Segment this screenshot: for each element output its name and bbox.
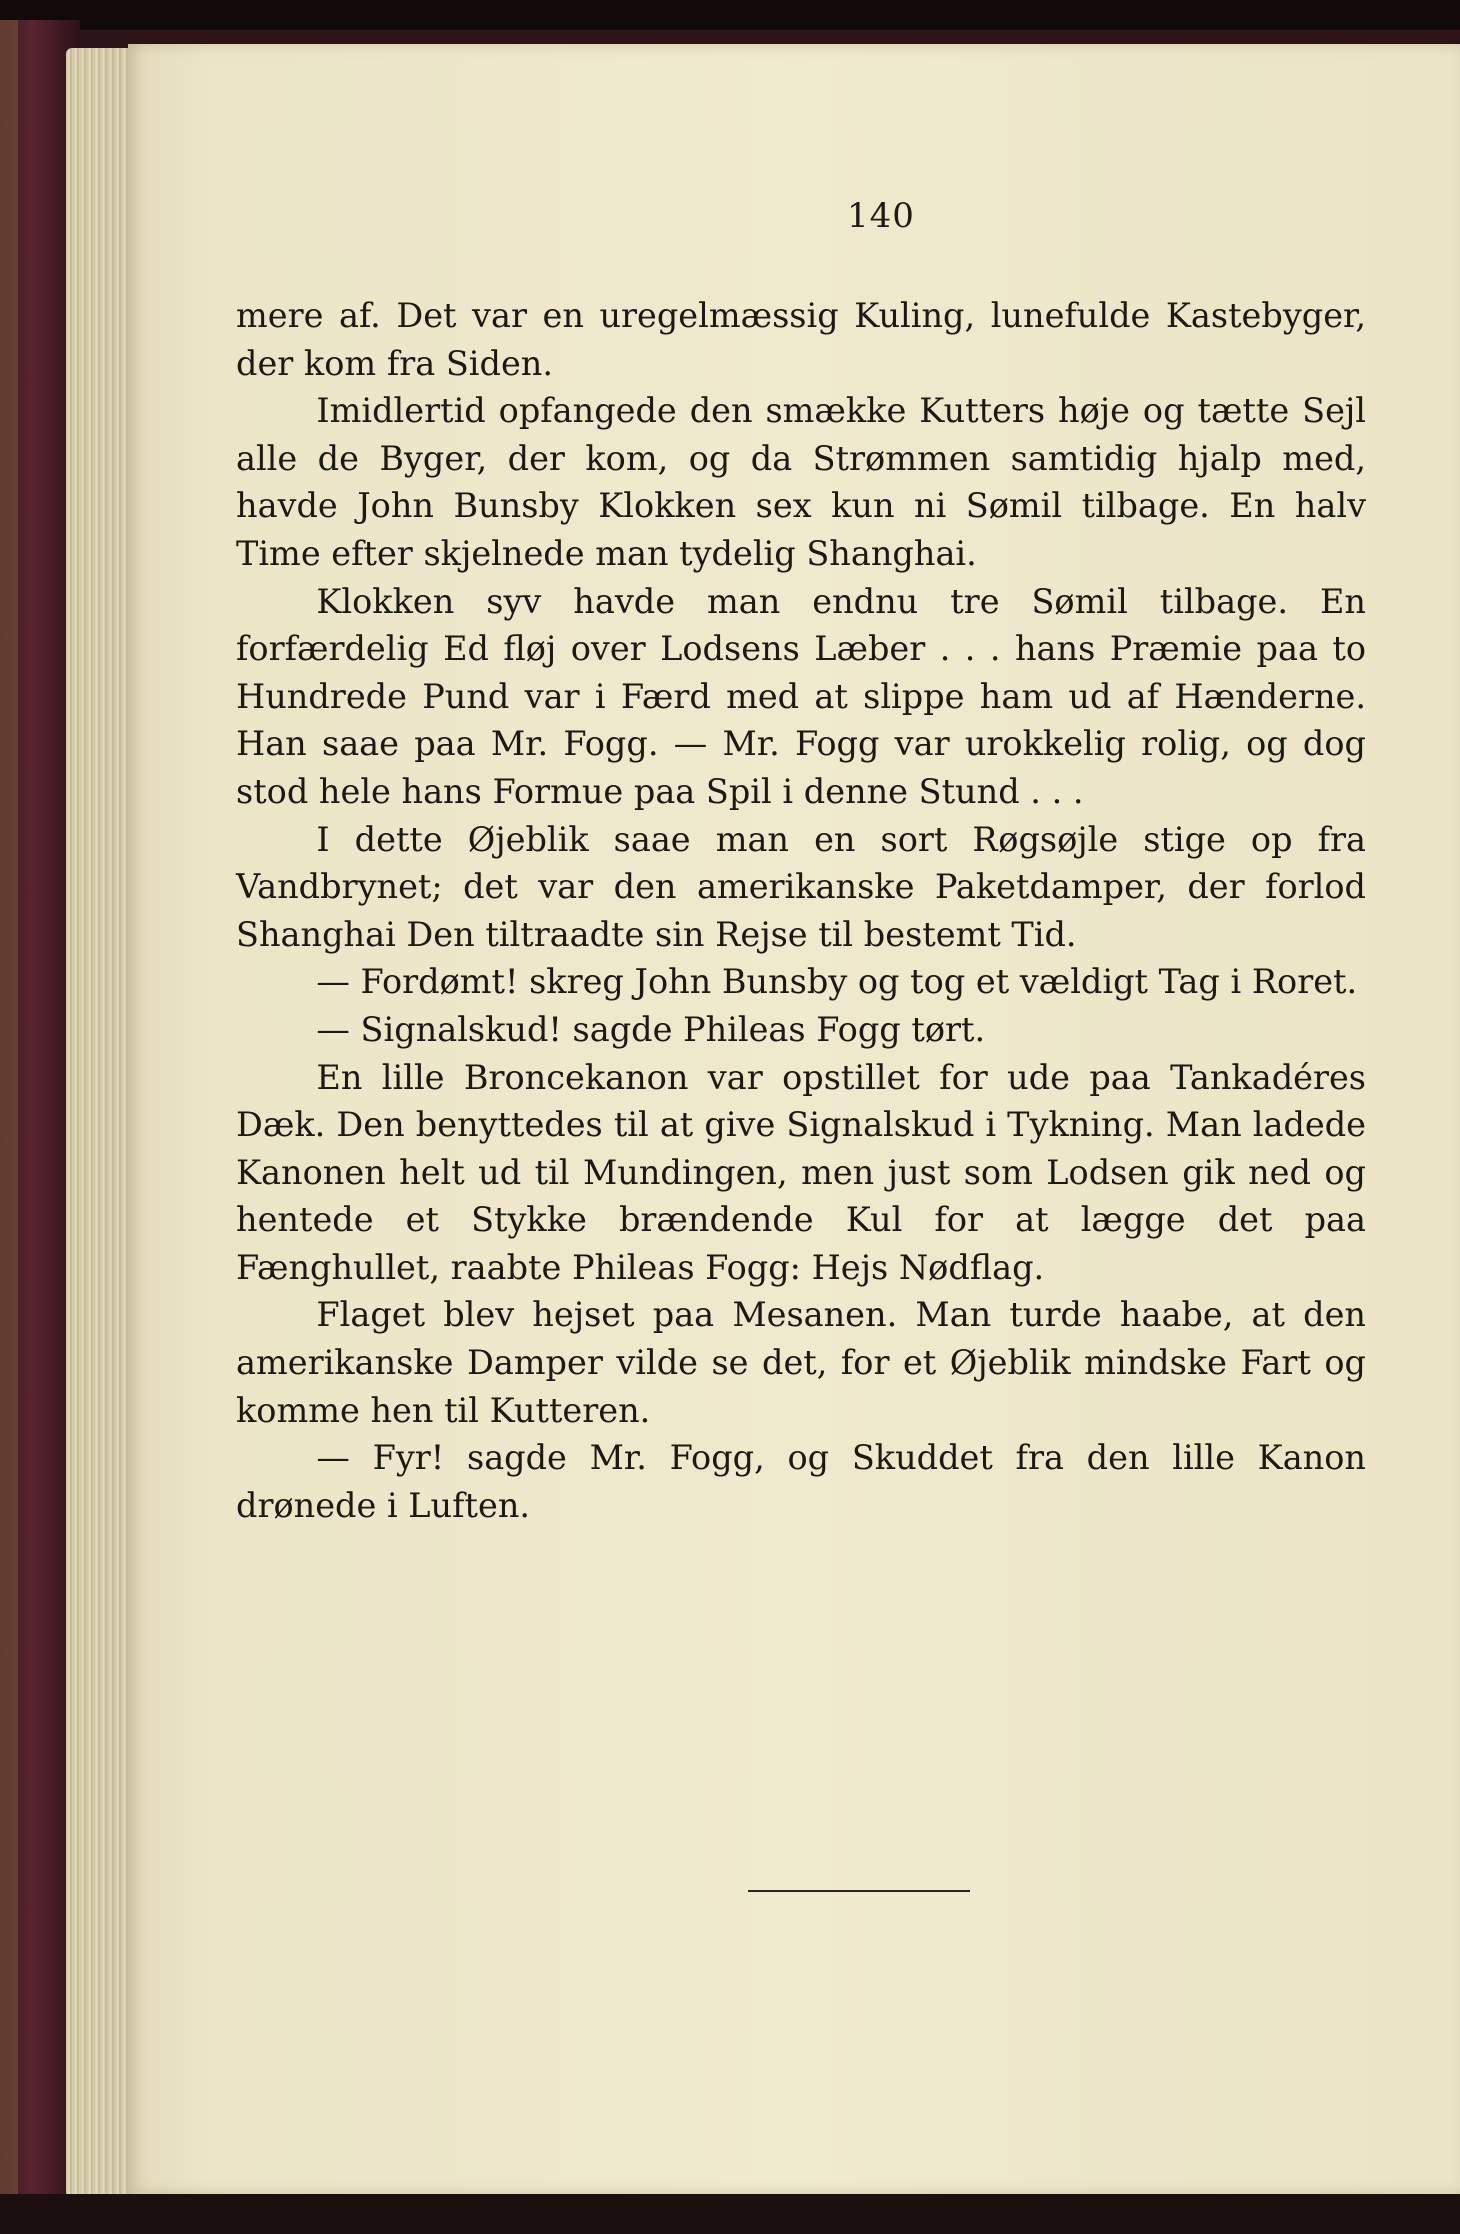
dialogue-line: — Signalskud! sagde Phileas Fogg tørt. <box>316 1009 986 1049</box>
top-shadow <box>0 0 1460 30</box>
page-text <box>236 292 1366 1529</box>
paragraph: I dette Øjeblik saae man en sort Røgsøjle stige op fra Vandbrynet; det var den amerikanske Paketdamper, der forlod Shanghai Den tiltraadte sin Rejse til bestemt Tid. <box>236 819 1366 954</box>
dialogue-line: — Fordømt! skreg John Bunsby og tog et vældigt Tag i Roret. <box>316 962 1358 1002</box>
cover-binding <box>0 20 18 2234</box>
bottom-shadow <box>0 2194 1460 2234</box>
dialogue-line: — Fyr! sagde Mr. Fogg, og Skuddet fra den lille Kanon drønede i Luften. <box>236 1438 1366 1525</box>
paragraph: mere af. Det var en uregelmæssig Kuling, lunefulde Kastebyger, der kom fra Siden. <box>236 296 1366 383</box>
paragraph: Imidlertid opfangede den smække Kutters høje og tætte Sejl alle de Byger, der kom, og da Strømmen samtidig hjalp med, havde John Bunsby Klokken sex kun ni Sømil tilbage. En halv Time efter skjelnede man tydelig Shanghai. <box>236 391 1366 573</box>
paragraph: Klokken syv havde man endnu tre Sømil tilbage. En forfærdelig Ed fløj over Lodsens Læber . . . hans Præmie paa to Hundrede Pund var i Færd med at slippe ham ud af Hænderne. Han saae paa Mr. Fogg. — Mr. Fogg var urokkelig rolig, og dog stod hele hans Formue paa Spil i denne Stund . . . <box>236 581 1366 811</box>
section-rule <box>748 1890 970 1892</box>
paragraph: Flaget blev hejset paa Mesanen. Man turde haabe, at den amerikanske Damper vilde se det, for et Øjeblik mindske Fart og komme hen til Kutteren. <box>236 1295 1366 1430</box>
paragraph: En lille Broncekanon var opstillet for ude paa Tankadéres Dæk. Den benyttedes til at give Signalskud i Tykning. Man ladede Kanonen helt ud til Mundingen, men just som Lodsen gik ned og hentede et Stykke brændende Kul for at lægge det paa Fænghullet, raabte Phileas Fogg: Hejs Nødflag. <box>236 1057 1366 1287</box>
page-number: 140 <box>847 196 915 236</box>
